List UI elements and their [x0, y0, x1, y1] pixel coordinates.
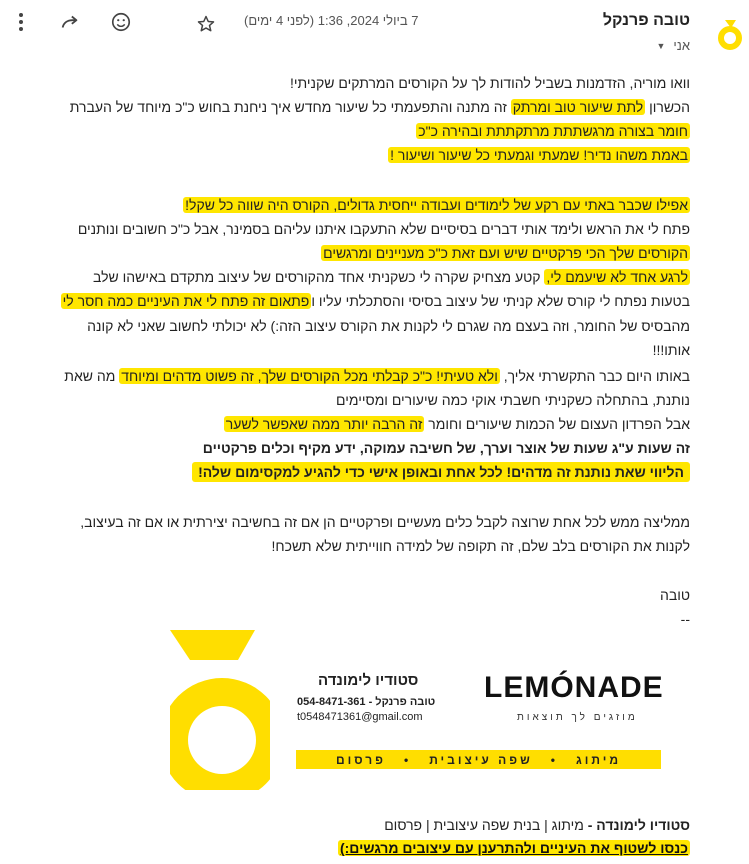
signature-logo-graphic — [150, 630, 270, 790]
body-line-8 — [93, 267, 690, 287]
body-line-9 — [61, 291, 690, 311]
body-line-17: ממליצה ממש לכל אחת שרוצה לקבל כלים מעשיים ופרקטיים הן אם זה בחשיבה יצירתית או אם זה בעיצוב, — [80, 514, 690, 530]
highlighted-text: לתת שיעור טוב ומרתק — [512, 99, 644, 115]
message-date: 7 ביולי 2024, 1:36 (לפני 4 ימים) — [244, 13, 419, 28]
footer-studio-name: סטודיו לימונדה - — [587, 817, 690, 833]
signature-email[interactable]: t0548471361@gmail.com — [297, 711, 423, 723]
service-item: מיתוג — [575, 752, 622, 767]
sender-name: טובה פרנקל — [602, 12, 690, 29]
body-line-6: פתח לי את הראש ולימד אותי דברים בסיסיים שלא התעקבו איתנו עליהם בסמינר, אבל כ"כ חשובים ונותנים — [77, 221, 690, 237]
star-button[interactable] — [193, 11, 219, 37]
emoji-icon — [110, 11, 132, 33]
signature-link-line — [338, 838, 690, 858]
highlighted-text: אפילו שכבר באתי עם רקע של לימודים ועבודה ייחסית גדולים, הקורס היה שווה כל שקל! — [185, 197, 688, 213]
sender-logo — [711, 14, 745, 52]
brand-tagline: מוזגים לך תוצאות — [517, 712, 638, 723]
recipient-dropdown[interactable] — [656, 38, 690, 53]
emoji-reaction-button[interactable] — [108, 9, 134, 35]
highlighted-text: הליווי שאת נותנת זה מדהים! לכל אחת ובאופן אישי כדי להגיע למקסימום שלה! — [192, 462, 690, 482]
body-line-10: מהבסיס של החומר, וזה בעצם מה שגרם לי לקנות את הקורס עיצוב הזה:) לא יכולתי לחשוב שאני לא קונה — [87, 318, 690, 334]
signature-footer — [384, 815, 690, 835]
logo-icon — [711, 14, 745, 52]
lemonade-logo-icon — [150, 630, 270, 790]
highlighted-text: חומר בצורה מרגשתתת מרתקתתת ובהירה כ"כ — [418, 123, 688, 139]
body-line-7 — [321, 243, 690, 263]
footer-services: מיתוג | בנית שפה עיצובית | פרסום — [384, 817, 588, 833]
highlighted-text: זה הרבה יותר ממה שאפשר לשער — [225, 416, 423, 432]
body-line-3 — [416, 121, 690, 141]
signature-services-bar: מיתוג • שפה עיצובית • פרסום — [296, 750, 661, 769]
body-line-13: נותנת, בהתחלה כשקניתי חשבתי אוקי כמה שיעורים ומסיימים — [336, 392, 690, 408]
more-vert-icon — [18, 12, 24, 32]
body-line-16 — [192, 462, 690, 482]
body-line-5 — [183, 195, 690, 215]
sign-off: טובה — [659, 587, 690, 603]
forward-button[interactable] — [57, 9, 83, 35]
highlighted-text: לרגע אחד לא שיעמם לי, — [546, 269, 688, 285]
body-line-12 — [64, 366, 690, 386]
body-line-18: לקנות את הקורסים בלב שלם, זה תקופה של למידה חווייתית שלא תשכח! — [271, 538, 690, 554]
body-text: זה מתנה והתפעמתי כל שיעור מחדש איך ניחנת בחוש כ"כ מיוחד של העברת — [69, 99, 511, 115]
highlighted-text: הקורסים שלך הכי פרקטיים שיש ועם זאת כ"כ מעניינים ומרגשים — [323, 245, 688, 261]
body-text: אבל הפרדון העצום של הכמות שיעורים וחומר — [424, 416, 690, 432]
body-text: מה שאת — [64, 368, 120, 384]
more-options-button[interactable] — [8, 9, 34, 35]
signature-studio-name: סטודיו לימונדה — [318, 672, 419, 689]
chevron-down-icon: ▼ — [656, 40, 666, 51]
highlighted-text: באמת משהו נדיר! שמעתי וגמעתי כל שיעור ושיעור ! — [390, 147, 688, 163]
highlighted-text: ולא טעיתי! כ"כ קבלתי מכל הקורסים שלך, זה פשוט מדהים ומיוחד — [121, 368, 498, 384]
body-text: קטע מצחיק שקרה לי כשקניתי אחד מהקורסים של עיצוב מתקדם באישהו שלב — [93, 269, 545, 285]
body-line-1: וואו מוריה, הזדמנות בשביל להודות לך על הקורסים המרתקים שקניתי! — [290, 75, 690, 91]
body-line-4 — [388, 145, 690, 165]
body-line-15: זה שעות ע"ג שעות של אוצר וערך, של חשיבה עמוקה, ידע מקיף וכלים פרקטיים — [202, 440, 690, 456]
body-line-14 — [224, 414, 690, 434]
forward-icon — [59, 11, 81, 33]
body-line-11: אותו!!! — [652, 342, 690, 358]
service-item: שפה עיצובית — [429, 752, 533, 767]
star-icon — [196, 14, 216, 34]
body-text: באותו היום כבר התקשרתי אליך, — [499, 368, 690, 384]
body-line-2 — [70, 97, 690, 117]
body-text: הכשרון — [645, 99, 690, 115]
brand-wordmark: LEMÓNADE — [484, 671, 664, 704]
body-text: בטעות נפתח לי קורס שלא קניתי של עיצוב בסיסי והסתכלתי עליו ו — [311, 293, 690, 309]
service-item: פרסום — [335, 752, 386, 767]
recipient-label: אני — [673, 38, 690, 53]
highlighted-text: פתאום זה פתח לי את העיניים כמה חסר לי — [62, 293, 310, 309]
signature-separator: -- — [680, 611, 690, 627]
portfolio-link[interactable]: כנסו לשטוף את העיניים ולהתרענן עם עיצובים מרגשים:) — [339, 840, 688, 856]
signature-person: טובה פרנקל - 054-8471-361 — [297, 696, 436, 708]
